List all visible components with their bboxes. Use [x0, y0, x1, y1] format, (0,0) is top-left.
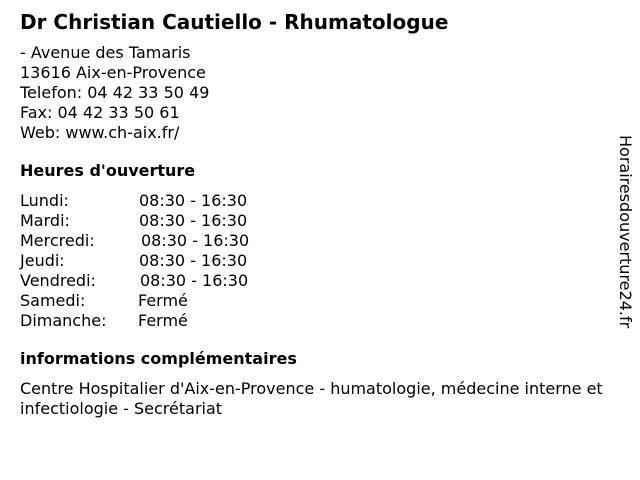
hours-row-wednesday — [20, 231, 605, 251]
day-time: 08:30 - 16:30 — [141, 231, 250, 250]
day-label: Mercredi: — [20, 231, 95, 250]
hours-row-friday — [20, 271, 605, 291]
day-time: 08:30 - 16:30 — [139, 191, 248, 210]
day-time: Fermé — [138, 291, 188, 310]
watermark: Horairesdouverture24.fr — [616, 135, 635, 329]
hours-row-tuesday — [20, 211, 605, 231]
day-label: Vendredi: — [20, 271, 96, 290]
day-time: 08:30 - 16:30 — [139, 211, 248, 230]
day-label: Mardi: — [20, 211, 70, 230]
hours-table — [20, 191, 605, 331]
city-line: 13616 Aix-en-Provence — [20, 63, 206, 82]
business-card — [20, 8, 605, 419]
day-label: Dimanche: — [20, 311, 107, 330]
day-time: 08:30 - 16:30 — [139, 251, 248, 270]
day-label: Samedi: — [20, 291, 86, 310]
day-time: 08:30 - 16:30 — [140, 271, 249, 290]
address-block — [20, 43, 605, 143]
fax-line: Fax: 04 42 33 50 61 — [20, 103, 180, 122]
hours-row-monday — [20, 191, 605, 211]
page-title: Dr Christian Cautiello - Rhumatologue — [20, 10, 449, 34]
web-line: Web: www.ch-aix.fr/ — [20, 123, 180, 142]
hours-heading: Heures d'ouverture — [20, 161, 196, 180]
info-text: Centre Hospitalier d'Aix-en-Provence - humatologie, médecine interne et infectiologie - Secrétariat — [20, 379, 603, 418]
info-heading: informations complémentaires — [20, 349, 297, 368]
hours-row-thursday — [20, 251, 605, 271]
day-label: Lundi: — [20, 191, 69, 210]
hours-row-sunday — [20, 311, 605, 331]
phone-line: Telefon: 04 42 33 50 49 — [20, 83, 210, 102]
hours-row-saturday — [20, 291, 605, 311]
day-label: Jeudi: — [20, 251, 65, 270]
day-time: Fermé — [138, 311, 188, 330]
street-address: - Avenue des Tamaris — [20, 43, 191, 62]
